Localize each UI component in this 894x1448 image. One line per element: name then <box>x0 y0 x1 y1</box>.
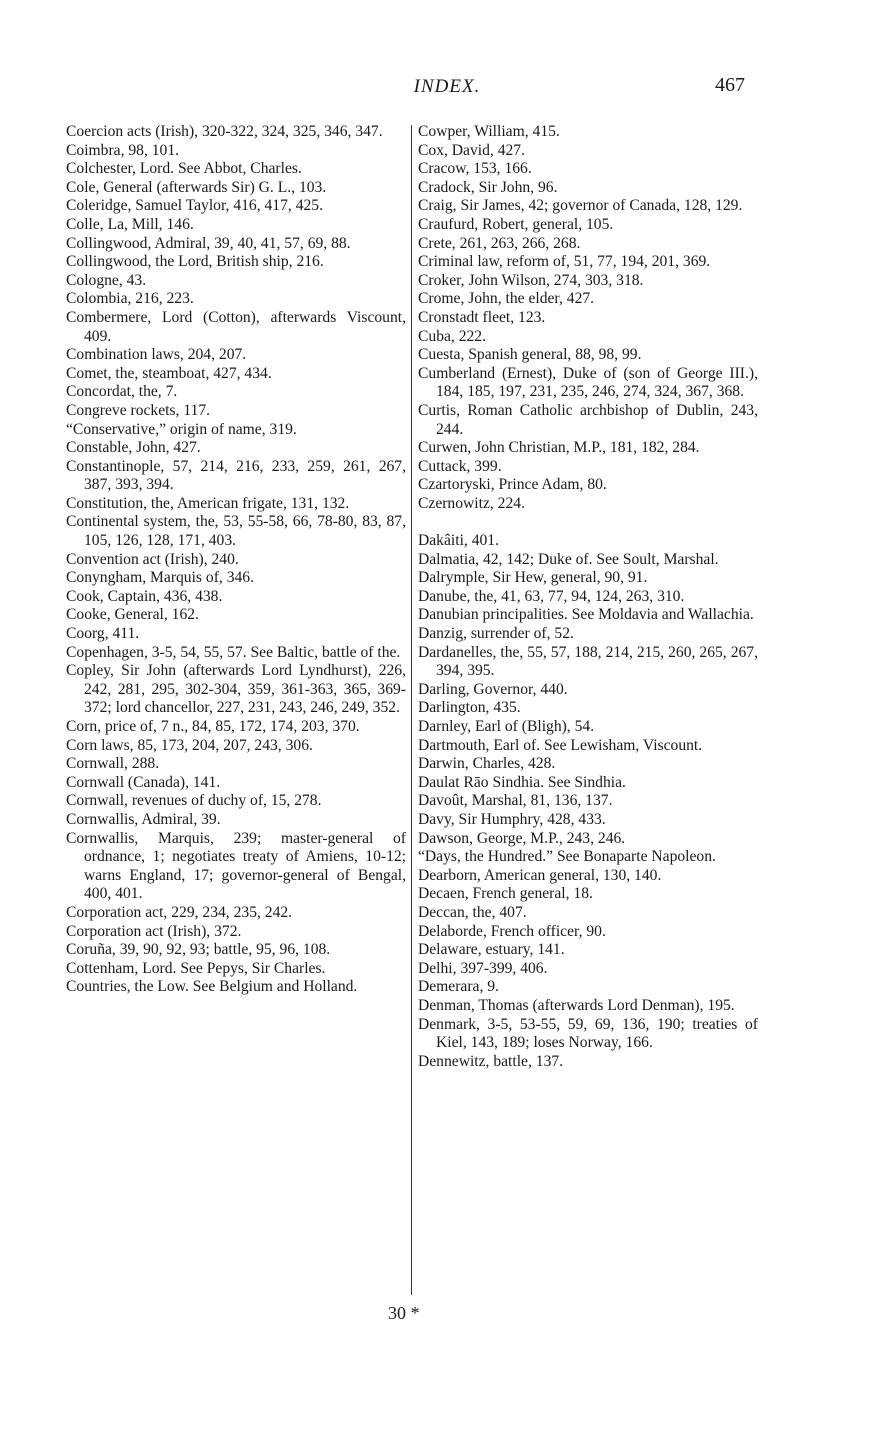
index-entry: Colchester, Lord. See Abbot, Charles. <box>66 160 302 178</box>
index-column-right <box>418 123 758 1071</box>
index-entry: Davy, Sir Humphry, 428, 433. <box>418 810 606 828</box>
index-entry: Crome, John, the elder, 427. <box>418 290 595 308</box>
index-entry: Comet, the, steamboat, 427, 434. <box>66 364 272 382</box>
index-entry: Cook, Captain, 436, 438. <box>66 587 223 605</box>
index-entry: Cronstadt fleet, 123. <box>418 308 546 326</box>
index-entry: Crete, 261, 263, 266, 268. <box>418 234 581 252</box>
index-entry: Dearborn, American general, 130, 140. <box>418 866 662 884</box>
index-entry: Cornwallis, Marquis, 239; master-general of ordnance, 1; negotiates treaty of Amiens, 10-12; warns England, 17; governor-general of Bengal, 400, 401. <box>66 829 406 903</box>
index-entry: Continental system, the, 53, 55-58, 66, 78-80, 83, 87, 105, 126, 128, 171, 403. <box>66 513 406 550</box>
index-entry: Cornwallis, Admiral, 39. <box>66 810 221 828</box>
index-entry: Corporation act, 229, 234, 235, 242. <box>66 903 293 921</box>
index-entry: Curtis, Roman Catholic archbishop of Dublin, 243, 244. <box>418 401 758 438</box>
index-entry: Darling, Governor, 440. <box>418 680 568 698</box>
index-entry: Darwin, Charles, 428. <box>418 755 556 773</box>
index-entry: Denmark, 3-5, 53-55, 59, 69, 136, 190; treaties of Kiel, 143, 189; loses Norway, 166. <box>418 1015 758 1052</box>
index-entry: Delhi, 397-399, 406. <box>418 959 548 977</box>
index-entry: Davoût, Marshal, 81, 136, 137. <box>418 792 613 810</box>
index-entry: Demerara, 9. <box>418 978 499 996</box>
index-entry: Craufurd, Robert, general, 105. <box>418 215 614 233</box>
index-entry: Darnley, Earl of (Bligh), 54. <box>418 718 595 735</box>
index-entry: Constitution, the, American frigate, 131, 132. <box>66 494 350 512</box>
index-entry: Coorg, 411. <box>66 625 140 643</box>
index-entry: Dawson, George, M.P., 243, 246. <box>418 829 626 847</box>
index-entry: Dalrymple, Sir Hew, general, 90, 91. <box>418 569 648 587</box>
index-entry: Curwen, John Christian, M.P., 181, 182, 284. <box>418 439 700 457</box>
index-entry: Concordat, the, 7. <box>66 383 178 401</box>
index-entry: Countries, the Low. See Belgium and Holland. <box>66 978 358 996</box>
page-title: INDEX. <box>413 76 481 97</box>
index-entry: Cuttack, 399. <box>418 457 502 475</box>
index-entry: Delaware, estuary, 141. <box>418 941 565 959</box>
index-entry: Denman, Thomas (afterwards Lord Denman), 195. <box>418 996 735 1014</box>
index-entry <box>418 513 758 532</box>
index-entry: Coercion acts (Irish), 320-322, 324, 325, 346, 347. <box>66 123 383 140</box>
index-entry: Cooke, General, 162. <box>66 606 199 624</box>
index-entry: Dalmatia, 42, 142; Duke of. See Soult, Marshal. <box>418 550 719 568</box>
index-entry: Dartmouth, Earl of. See Lewisham, Viscount. <box>418 736 703 754</box>
index-entry: Corporation act (Irish), 372. <box>66 922 242 940</box>
index-entry: Criminal law, reform of, 51, 77, 194, 201, 369. <box>418 253 711 271</box>
index-entry: Corn, price of, 7 n., 84, 85, 172, 174, 203, 370. <box>66 718 360 735</box>
index-entry: Cradock, Sir John, 96. <box>418 178 558 196</box>
index-entry: Cuesta, Spanish general, 88, 98, 99. <box>418 346 642 364</box>
index-entry: Danzig, surrender of, 52. <box>418 625 574 643</box>
index-entry: Copenhagen, 3-5, 54, 55, 57. See Baltic, battle of the. <box>66 643 401 661</box>
index-entry: Deccan, the, 407. <box>418 903 527 921</box>
index-entry: Cracow, 153, 166. <box>418 160 532 178</box>
index-entry: Cornwall (Canada), 141. <box>66 773 221 791</box>
index-entry: Coimbra, 98, 101. <box>66 141 180 159</box>
index-entry: Delaborde, French officer, 90. <box>418 922 606 940</box>
index-entry: Congreve rockets, 117. <box>66 401 211 419</box>
index-entry: Colle, La, Mill, 146. <box>66 215 194 233</box>
index-entry: Combination laws, 204, 207. <box>66 346 247 364</box>
index-entry: “Conservative,” origin of name, 319. <box>66 420 297 438</box>
index-entry: Dennewitz, battle, 137. <box>418 1052 564 1070</box>
index-entry: Coruña, 39, 90, 92, 93; battle, 95, 96, 108. <box>66 941 331 959</box>
index-entry: Darlington, 435. <box>418 699 521 717</box>
index-entry: Collingwood, the Lord, British ship, 216. <box>66 253 324 271</box>
index-entry: Cornwall, revenues of duchy of, 15, 278. <box>66 792 322 810</box>
index-entry: Corn laws, 85, 173, 204, 207, 243, 306. <box>66 736 313 754</box>
index-entry: Cowper, William, 415. <box>418 123 560 140</box>
index-entry: Copley, Sir John (afterwards Lord Lyndhurst), 226, 242, 281, 295, 302-304, 359, 361-363, 365, 369-372; lord chancellor, 227, 231, 243, 246, 249, 352. <box>66 662 406 717</box>
index-entry: Combermere, Lord (Cotton), afterwards Viscount, 409. <box>66 308 406 345</box>
index-entry: “Days, the Hundred.” See Bonaparte Napoleon. <box>418 848 716 866</box>
index-entry: Danube, the, 41, 63, 77, 94, 124, 263, 310. <box>418 587 685 605</box>
index-entry: Dakâiti, 401. <box>418 532 499 550</box>
index-entry: Cuba, 222. <box>418 327 487 345</box>
index-entry: Craig, Sir James, 42; governor of Canada, 128, 129. <box>418 197 743 215</box>
index-entry: Convention act (Irish), 240. <box>66 550 239 568</box>
index-entry: Cottenham, Lord. See Pepys, Sir Charles. <box>66 959 326 977</box>
index-entry: Cologne, 43. <box>66 271 147 289</box>
index-entry: Danubian principalities. See Moldavia and Wallachia. <box>418 606 754 624</box>
index-entry: Constantinople, 57, 214, 216, 233, 259, 261, 267, 387, 393, 394. <box>66 457 406 494</box>
index-entry: Cumberland (Ernest), Duke of (son of George III.), 184, 185, 197, 231, 235, 246, 274, 324, 367, 368. <box>418 364 758 401</box>
index-entry: Cox, David, 427. <box>418 141 525 159</box>
index-entry: Decaen, French general, 18. <box>418 885 593 903</box>
signature-mark: 30 * <box>388 1303 420 1323</box>
index-entry: Conyngham, Marquis of, 346. <box>66 569 254 587</box>
index-entry: Czartoryski, Prince Adam, 80. <box>418 476 607 494</box>
index-entry: Croker, John Wilson, 274, 303, 318. <box>418 271 644 289</box>
index-entry: Colombia, 216, 223. <box>66 290 194 308</box>
index-entry: Cornwall, 288. <box>66 755 160 773</box>
index-entry: Coleridge, Samuel Taylor, 416, 417, 425. <box>66 197 323 215</box>
index-entry: Dardanelles, the, 55, 57, 188, 214, 215, 260, 265, 267, 394, 395. <box>418 643 758 680</box>
index-entry: Daulat Rāo Sindhia. See Sindhia. <box>418 773 626 791</box>
page-number: 467 <box>715 74 745 96</box>
index-entry: Collingwood, Admiral, 39, 40, 41, 57, 69, 88. <box>66 234 351 252</box>
index-entry: Czernowitz, 224. <box>418 494 525 512</box>
index-entry: Constable, John, 427. <box>66 439 201 457</box>
index-column-left <box>66 123 406 997</box>
column-divider <box>411 125 412 1295</box>
index-entry: Cole, General (afterwards Sir) G. L., 103. <box>66 178 327 196</box>
